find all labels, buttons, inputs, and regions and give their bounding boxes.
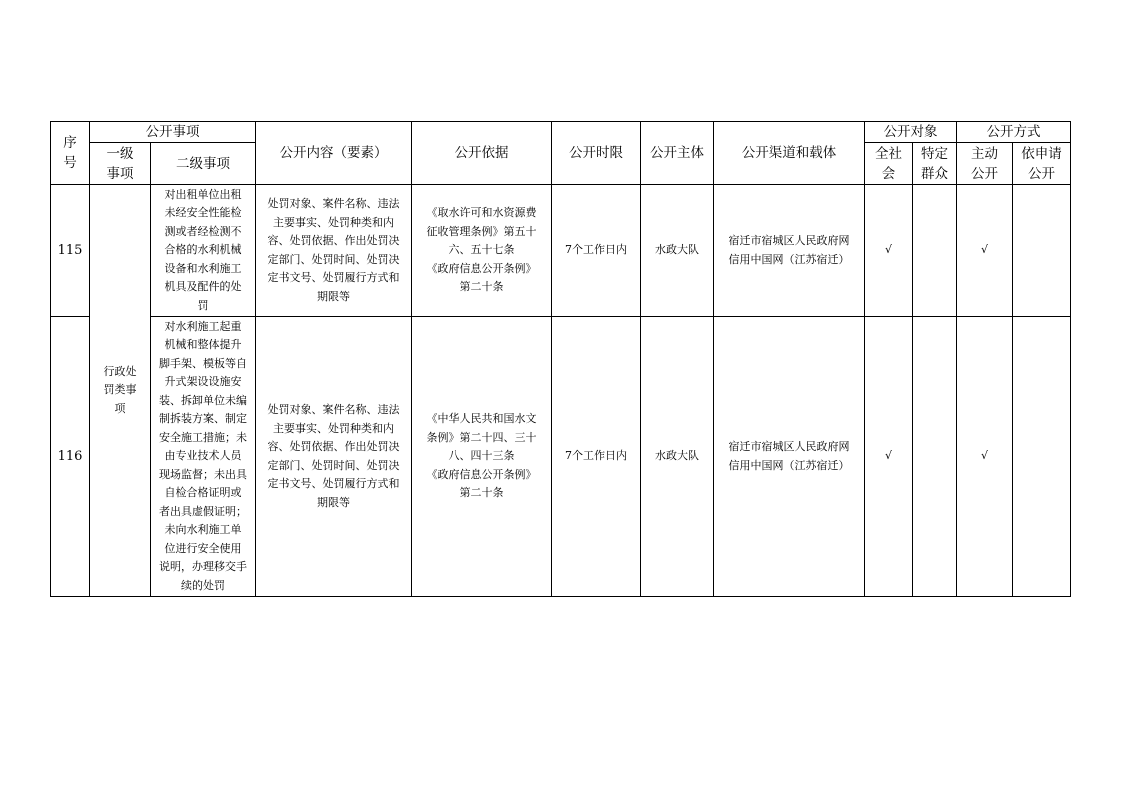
header-subject: 公开主体 bbox=[641, 122, 714, 185]
row-subject: 水政大队 bbox=[641, 317, 714, 597]
header-method-active: 主动 公开 bbox=[957, 143, 1013, 185]
header-audience-specific: 特定 群众 bbox=[913, 143, 957, 185]
row-subject: 水政大队 bbox=[641, 185, 714, 317]
row-method-request bbox=[1013, 317, 1071, 597]
header-basis: 公开依据 bbox=[412, 122, 552, 185]
header-method: 公开方式 bbox=[957, 122, 1071, 143]
disclosure-table bbox=[50, 121, 1071, 597]
row-level1: 行政处 罚类事 项 bbox=[90, 185, 151, 597]
row-seq: 115 bbox=[51, 185, 90, 317]
header-level1: 一级 事项 bbox=[90, 143, 151, 185]
row-basis: 《取水许可和水资源费 征收管理条例》第五十 六、五十七条 《政府信息公开条例》 第二十条 bbox=[412, 185, 552, 317]
row-audience-all: √ bbox=[865, 317, 913, 597]
row-audience-all: √ bbox=[865, 185, 913, 317]
header-content: 公开内容（要素） bbox=[256, 122, 412, 185]
row-content: 处罚对象、案件名称、违法 主要事实、处罚种类和内 容、处罚依据、作出处罚决 定部门、处罚时间、处罚决 定书文号、处罚履行方式和 期限等 bbox=[256, 185, 412, 317]
row-basis: 《中华人民共和国水文 条例》第二十四、三十 八、四十三条 《政府信息公开条例》 第二十条 bbox=[412, 317, 552, 597]
header-audience-all: 全社 会 bbox=[865, 143, 913, 185]
header-audience: 公开对象 bbox=[865, 122, 957, 143]
row-level2: 对水利施工起重 机械和整体提升 脚手架、模板等自 升式架设设施安 装、拆卸单位未编 制拆装方案、制定 安全施工措施；未 由专业技术人员 现场监督；未出具 自检合格证明或 者出具虚假证明； 未向水利施工单 位进行安全使用 说明，办理移交手 续的处罚 bbox=[151, 317, 256, 597]
header-channel: 公开渠道和载体 bbox=[714, 122, 865, 185]
header-time-limit: 公开时限 bbox=[552, 122, 641, 185]
header-method-request: 依申请 公开 bbox=[1013, 143, 1071, 185]
header-level2: 二级事项 bbox=[151, 143, 256, 185]
row-channel: 宿迁市宿城区人民政府网 信用中国网（江苏宿迁） bbox=[714, 185, 865, 317]
header-seq: 序 号 bbox=[51, 122, 90, 185]
row-method-active: √ bbox=[957, 317, 1013, 597]
header-public-items: 公开事项 bbox=[90, 122, 256, 143]
row-method-request bbox=[1013, 185, 1071, 317]
row-method-active: √ bbox=[957, 185, 1013, 317]
row-time-limit: 7个工作日内 bbox=[552, 185, 641, 317]
row-audience-specific bbox=[913, 185, 957, 317]
row-level2: 对出租单位出租 未经安全性能检 测或者经检测不 合格的水利机械 设备和水利施工 机具及配件的处 罚 bbox=[151, 185, 256, 317]
row-channel: 宿迁市宿城区人民政府网 信用中国网（江苏宿迁） bbox=[714, 317, 865, 597]
row-time-limit: 7个工作日内 bbox=[552, 317, 641, 597]
row-seq: 116 bbox=[51, 317, 90, 597]
table-row bbox=[51, 317, 1071, 597]
row-audience-specific bbox=[913, 317, 957, 597]
row-content: 处罚对象、案件名称、违法 主要事实、处罚种类和内 容、处罚依据、作出处罚决 定部门、处罚时间、处罚决 定书文号、处罚履行方式和 期限等 bbox=[256, 317, 412, 597]
table-row bbox=[51, 185, 1071, 317]
